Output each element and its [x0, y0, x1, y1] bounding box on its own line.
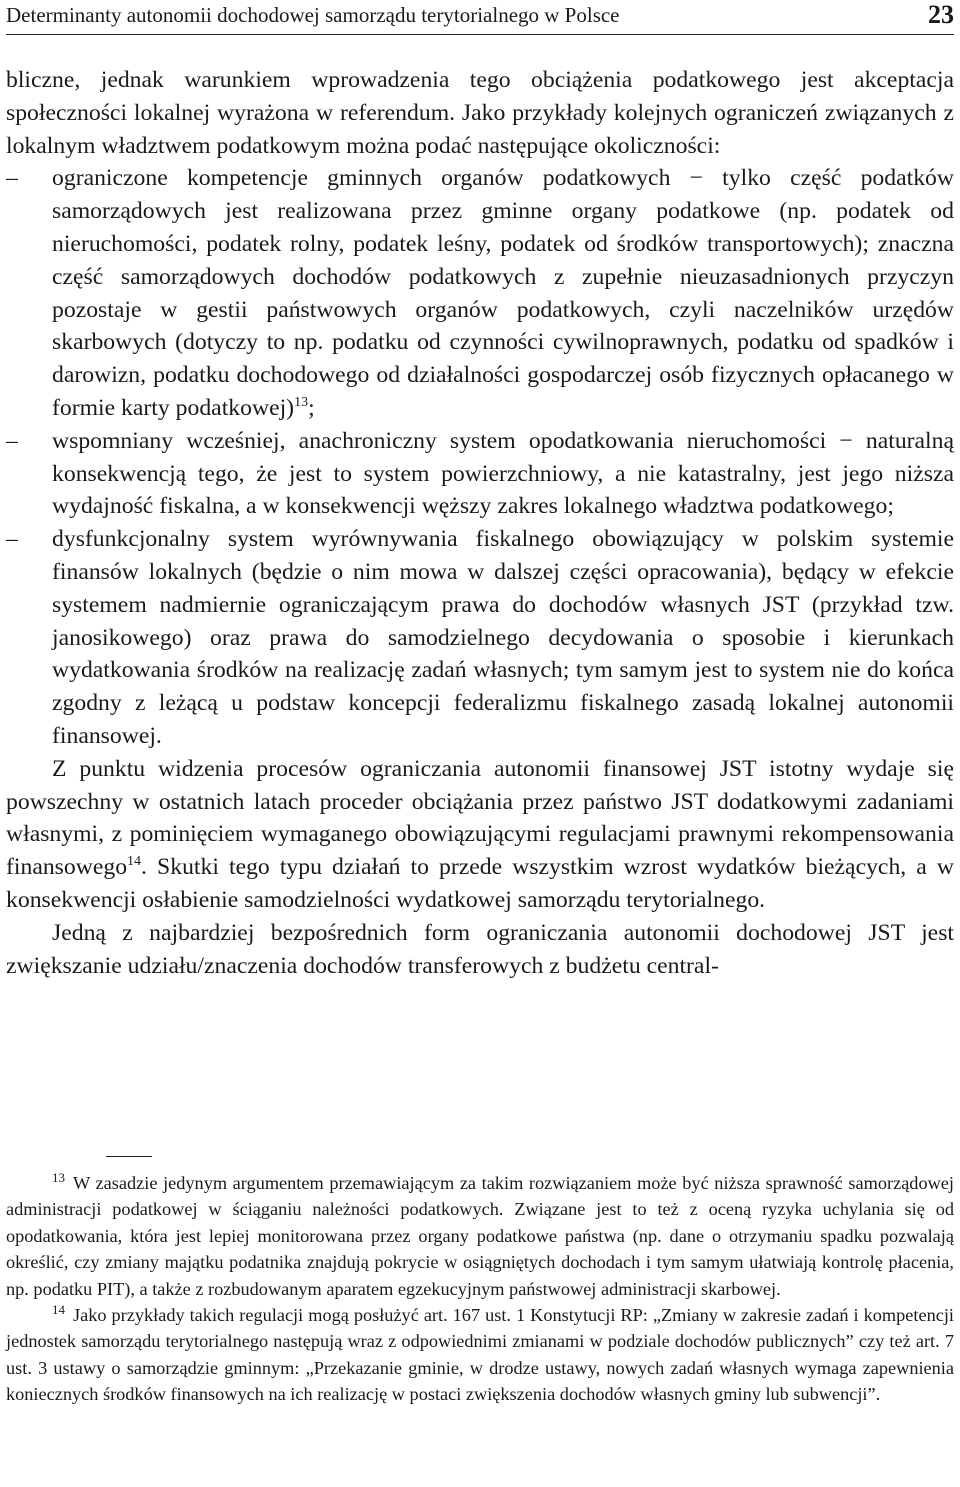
list-item: [6, 162, 954, 424]
footnote-reference[interactable]: 14: [127, 854, 142, 870]
list-item-text: wspomniany wcześniej, anachroniczny system opodatkowania nieruchomości − naturalną konsekwencją tego, że jest to system powierzchniowy, a nie katastralny, jest jego niższa wydajność fiskalna, a w konsekwencji węższy zakres lokalnego władztwa podatkowego;: [52, 427, 954, 520]
dash-list: [6, 162, 954, 752]
footnote-number: 14: [52, 1301, 65, 1317]
list-item-text: dysfunkcjonalny system wyrównywania fiskalnego obowiązujący w polskim systemie finansów lokalnych (będzie o nim mowa w dalszej części opracowania), będący w efekcie systemem nadmiernie ograniczającym prawa do dochodów własnych JST (przykład tzw. janosikowego) oraz prawa do samodzielnego decydowania o sposobie i kierunkach wydatkowania środków na realizację zadań własnych; tym samym jest to system nie do końca zgodny z leżącą u podstaw koncepcji federalizmu fiskalnego zasadą lokalnej autonomii finansowej.: [52, 526, 954, 749]
paragraph-text-end: . Skutki tego typu działań to przede wszystkim wzrost wydatków bieżących, a w konsekwencji osłabienie samodzielności wydatkowej samorządu terytorialnego.: [6, 854, 954, 913]
running-title: Determinanty autonomii dochodowej samorządu terytorialnego w Polsce: [6, 3, 620, 27]
footnotes: [6, 1170, 954, 1408]
dash-bullet: –: [6, 165, 18, 192]
list-item-text: ograniczone kompetencje gminnych organów podatkowych − tylko część podatków samorządowych jest realizowana przez gminne organy podatkowe (np. podatek od nieruchomości, podatek rolny, podatek leśny, podatek od środków transportowych); znaczna część samorządowych dochodów podatkowych z zupełnie nieuzasadnionych przyczyn pozostaje w gestii państwowych organów podatkowych, czyli naczelników urzędów skarbowych (dotyczy to np. podatku od czynności cywilnoprawnych, podatku od spadków i darowizn, podatku dochodowego od działalności gospodarczej osób fizycznych opłacanego w formie karty podatkowej): [52, 165, 954, 421]
footnote: [6, 1170, 954, 1302]
footnote-text: Jako przykłady takich regulacji mogą posłużyć art. 167 ust. 1 Konstytucji RP: „Zmiany w zakresie zadań i kompetencji jednostek samorządu terytorialnego następują wraz z odpowiednimi zmianami w podziale dochodów publicznych” czy też art. 7 ust. 3 ustawy o samorządzie gminnym: „Przekazanie gminie, w drodze ustawy, nowych zadań własnych wymaga zapewnienia koniecznych środków finansowych na ich realizację w postaci zwiększenia dochodów własnych gminy lub subwencji”.: [6, 1305, 954, 1405]
paragraph: Jedną z najbardziej bezpośrednich form ograniczania autonomii dochodowej JST jest zwiększanie udziału/znaczenia dochodów transferowych z budżetu central-: [6, 919, 954, 979]
footnote-text: W zasadzie jedynym argumentem przemawiającym za takim rozwiązaniem może być niższa sprawność samorządowej administracji podatkowej w ściąganiu należności podatkowych. Związane jest to też z oceną ryzyka uchylania się od opodatkowania, która jest lepiej monitorowana przez organy podatkowe państwa (np. dane o otrzymaniu spadku pozwalają określić, czy zmiany majątku podatnika znajdują pokrycie w osiągniętych dochodach i tym samym ułatwiają kontrolę płacenia, np. podatku PIT), a także z rozbudowanym aparatem egzekucyjnym państwowej administracji skarbowej.: [6, 1173, 954, 1299]
intro-paragraph: bliczne, jednak warunkiem wprowadzenia tego obciążenia podatkowego jest akceptacja społeczności lokalnej wyrażona w referendum. Jako przykłady kolejnych ograniczeń związanych z lokalnym władztwem podatkowym można podać następujące okoliczności:: [6, 67, 954, 159]
paragraph: [6, 753, 954, 917]
dash-bullet: –: [6, 427, 18, 454]
running-header: [6, 0, 954, 35]
dash-bullet: –: [6, 526, 18, 553]
paragraph-text: Z punktu widzenia procesów ograniczania autonomii finansowej JST istotny wydaje się powszechny w ostatnich latach proceder obciążania przez państwo JST dodatkowymi zadaniami własnymi, z pominięciem wymaganego obowiązującymi regulacjami prawnymi rekompensowania finansowego: [6, 755, 954, 881]
list-item: [6, 425, 954, 523]
page-number: 23: [928, 0, 954, 29]
main-text: [6, 64, 954, 982]
list-item: [6, 523, 954, 753]
footnote-separator: [106, 1156, 152, 1157]
footnote-reference[interactable]: 13: [294, 395, 309, 411]
footnote: [6, 1302, 954, 1408]
list-item-text-end: ;: [308, 394, 315, 421]
footnote-number: 13: [52, 1169, 65, 1185]
